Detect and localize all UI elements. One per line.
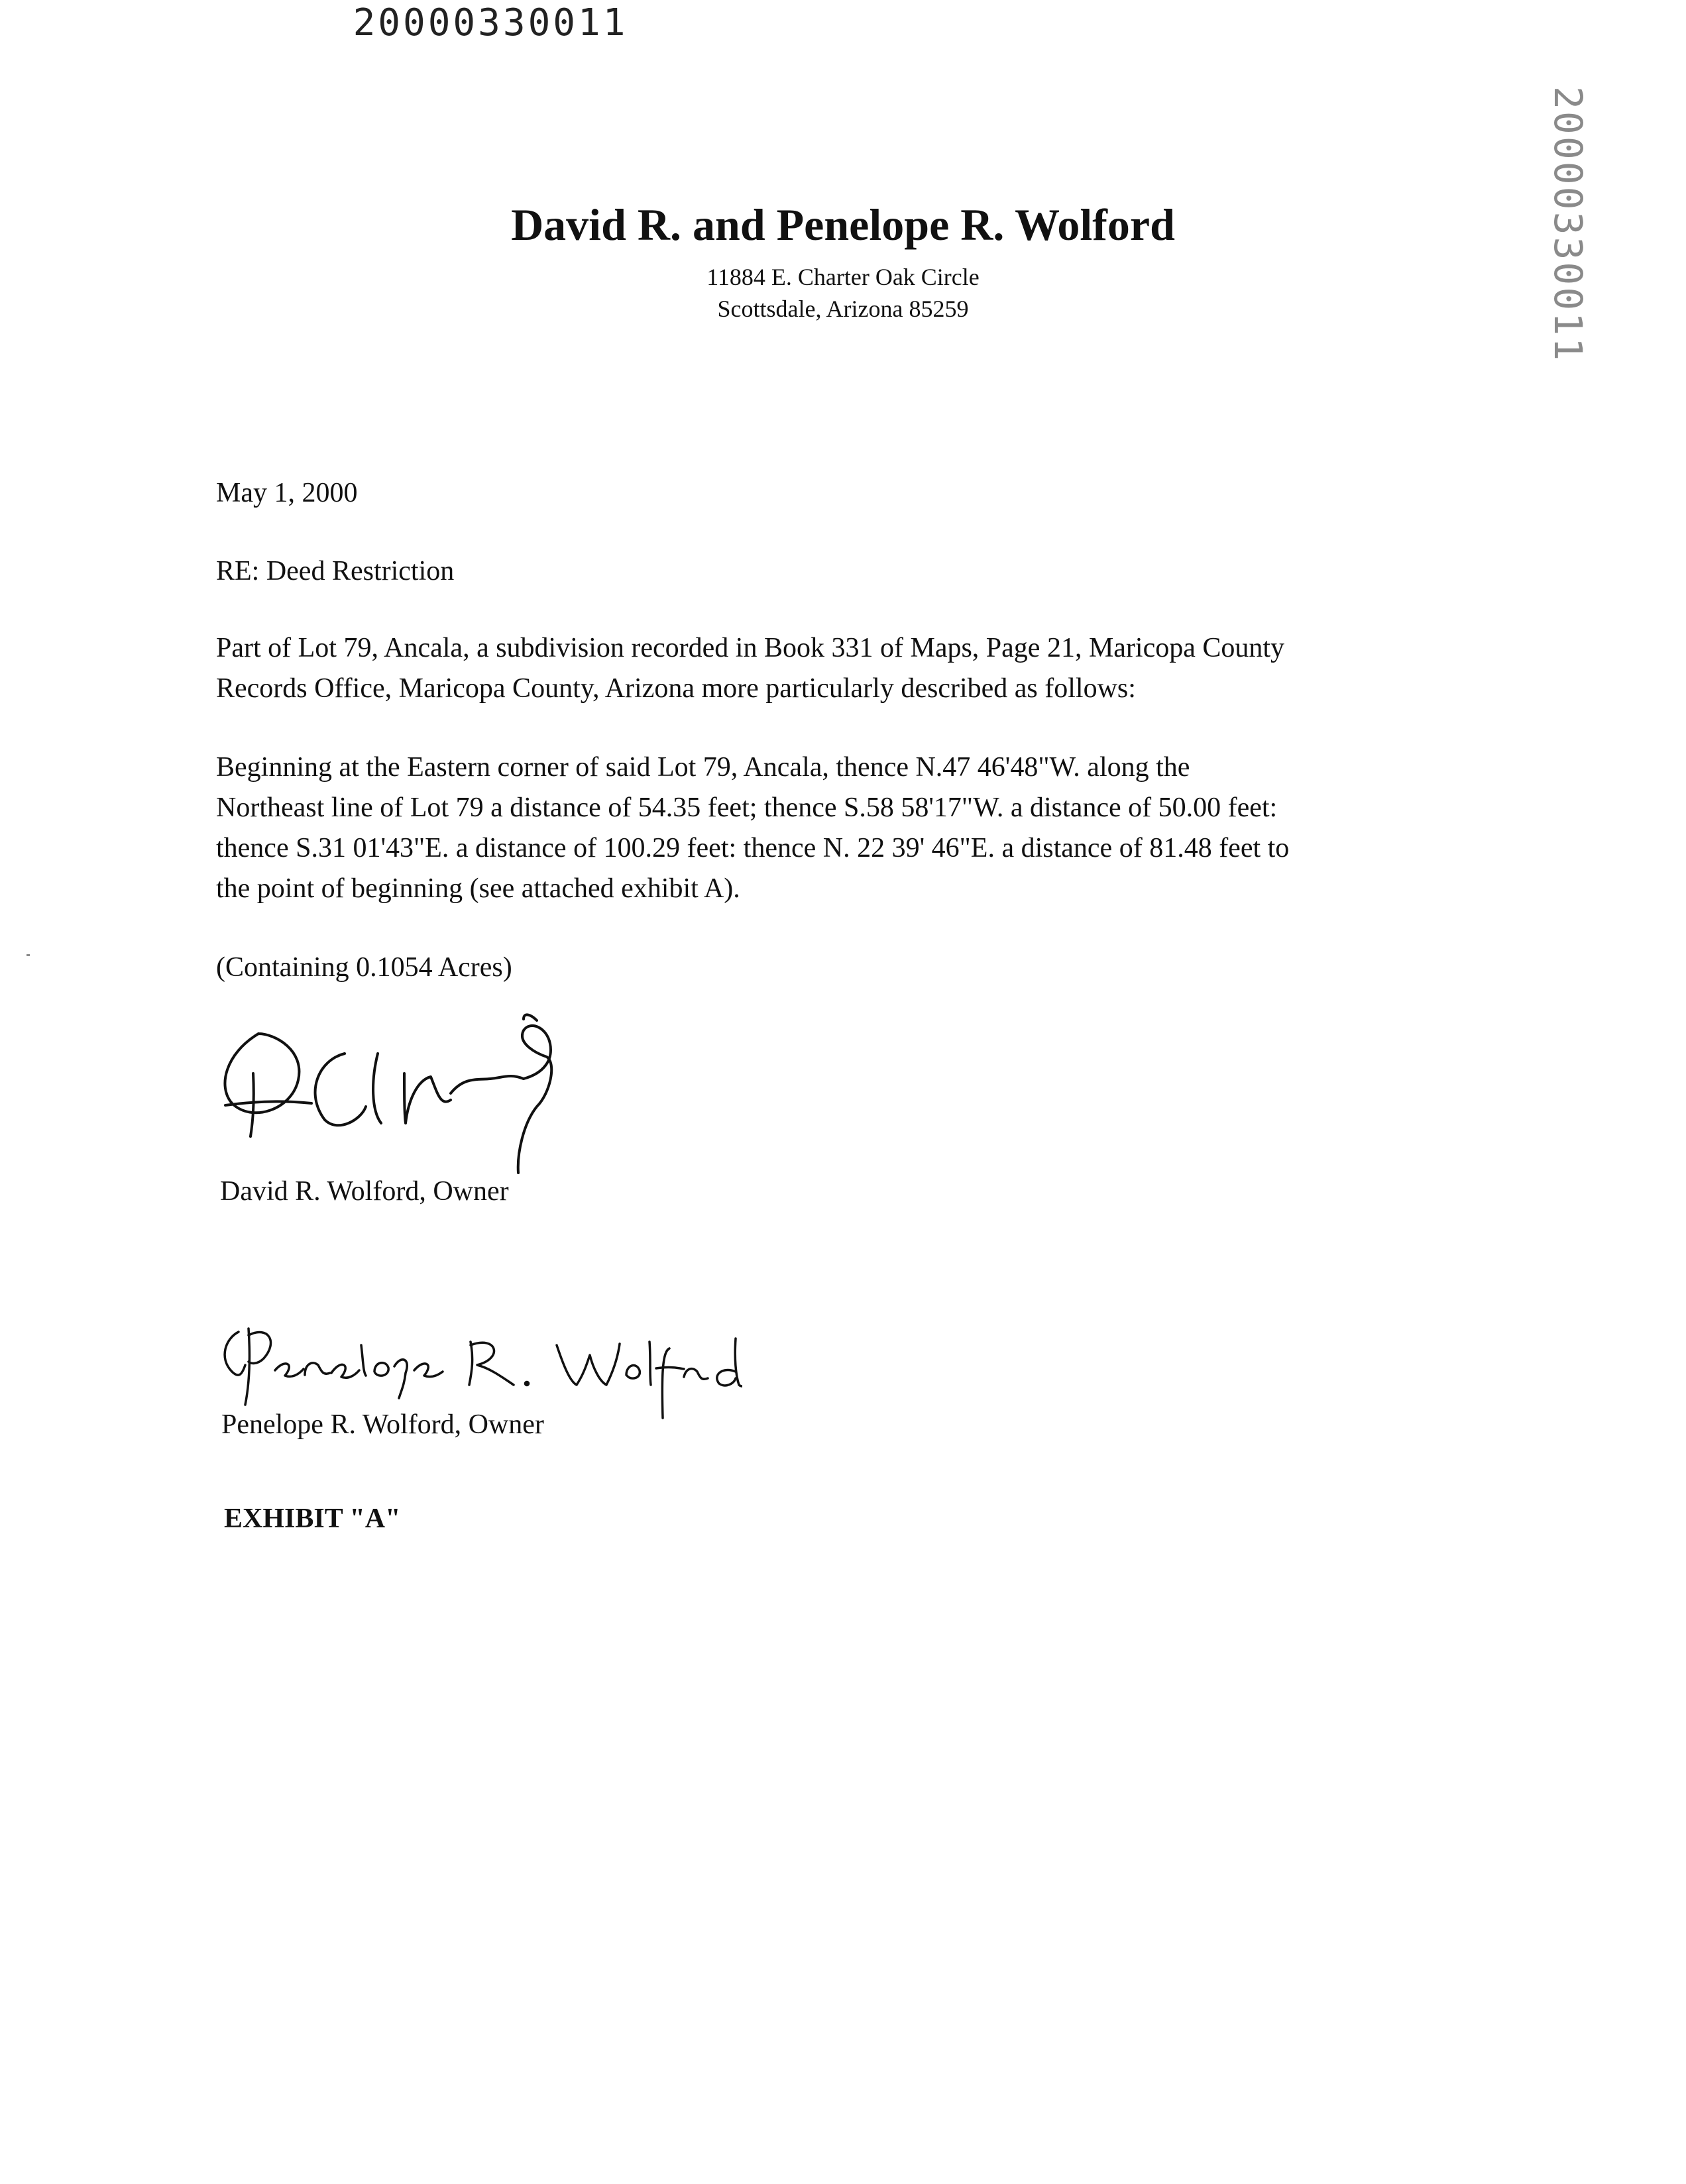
exhibit-label: EXHIBIT "A" <box>224 1503 401 1534</box>
side-stamp: 20000330011 <box>1546 86 1591 363</box>
legal-line-1: Beginning at the Eastern corner of said Lot 79, Ancala, thence N.47 46'48"W. along the <box>216 752 1190 783</box>
letterhead-name: David R. and Penelope R. Wolford <box>511 199 1175 250</box>
acreage: (Containing 0.1054 Acres) <box>216 952 512 983</box>
re-line: RE: Deed Restriction <box>216 556 455 586</box>
printed-name-penelope: Penelope R. Wolford, Owner <box>221 1409 544 1440</box>
description-line-2: Records Office, Maricopa County, Arizona more particularly described as follows: <box>216 673 1136 704</box>
legal-line-4: the point of beginning (see attached exhibit A). <box>216 873 740 904</box>
legal-line-3: thence S.31 01'43"E. a distance of 100.29 feet: thence N. 22 39' 46"E. a distance of 81.48 feet to <box>216 833 1290 863</box>
printed-name-david: David R. Wolford, Owner <box>220 1176 509 1207</box>
letterhead-address-line1: 11884 E. Charter Oak Circle <box>706 264 980 290</box>
signature-david <box>212 994 610 1179</box>
scan-speck <box>27 954 30 956</box>
letter-date: May 1, 2000 <box>216 478 358 508</box>
letterhead-address-line2: Scottsdale, Arizona 85259 <box>717 296 969 322</box>
description-line-1: Part of Lot 79, Ancala, a subdivision recorded in Book 331 of Maps, Page 21, Maricopa County <box>216 633 1285 663</box>
legal-line-2: Northeast line of Lot 79 a distance of 54.35 feet; thence S.58 58'17"W. a distance of 50.00 feet: <box>216 792 1278 823</box>
document-number: 20000330011 <box>353 1 628 44</box>
